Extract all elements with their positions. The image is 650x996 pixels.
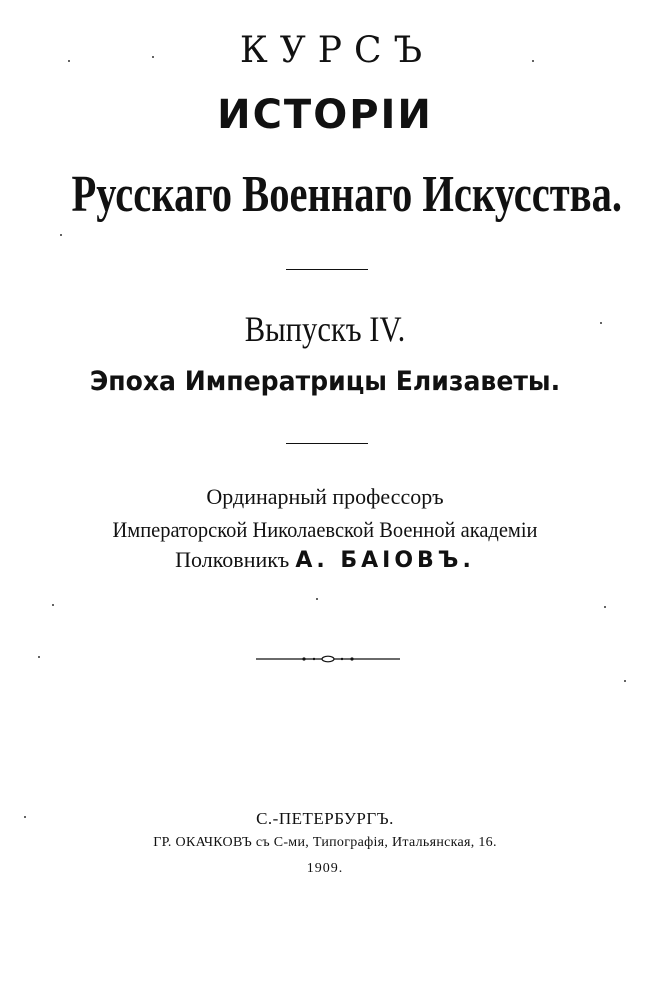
history-heading: ИСТОРІИ (217, 92, 433, 138)
author-institution: Императорской Николаевской Военной академіи (112, 517, 538, 542)
printer-info: ГР. ОКАЧКОВЪ съ С-ми, Типографія, Итальянская, 16. (153, 835, 497, 850)
author-rank-line (0, 547, 650, 573)
epoch-subtitle: Эпоха Императрицы Елизаветы. (89, 366, 561, 397)
author-position: Ординарный профессоръ (206, 484, 444, 509)
scan-speck (38, 656, 40, 658)
author-name: А. БАІОВЪ. (295, 548, 475, 573)
scan-speck (600, 322, 602, 324)
scan-speck (624, 680, 626, 682)
scan-speck (532, 60, 534, 62)
scan-speck (24, 816, 26, 818)
scan-speck (316, 598, 318, 600)
issue-number: Выпускъ IV. (244, 309, 406, 349)
main-title: Русскаго Военнаго Искусства. (71, 166, 622, 223)
scan-speck (604, 606, 606, 608)
scan-speck (60, 234, 62, 236)
scan-speck (68, 60, 70, 62)
scan-speck (52, 604, 54, 606)
ornament-divider (256, 654, 400, 664)
divider-rule (286, 269, 368, 270)
author-rank: Полковникъ (175, 547, 290, 572)
scan-speck (152, 56, 154, 58)
course-heading: КУРСЪ (239, 30, 435, 71)
publication-year: 1909. (306, 861, 344, 876)
publication-city: С.-ПЕТЕРБУРГЪ. (256, 809, 394, 828)
divider-rule (286, 443, 368, 444)
